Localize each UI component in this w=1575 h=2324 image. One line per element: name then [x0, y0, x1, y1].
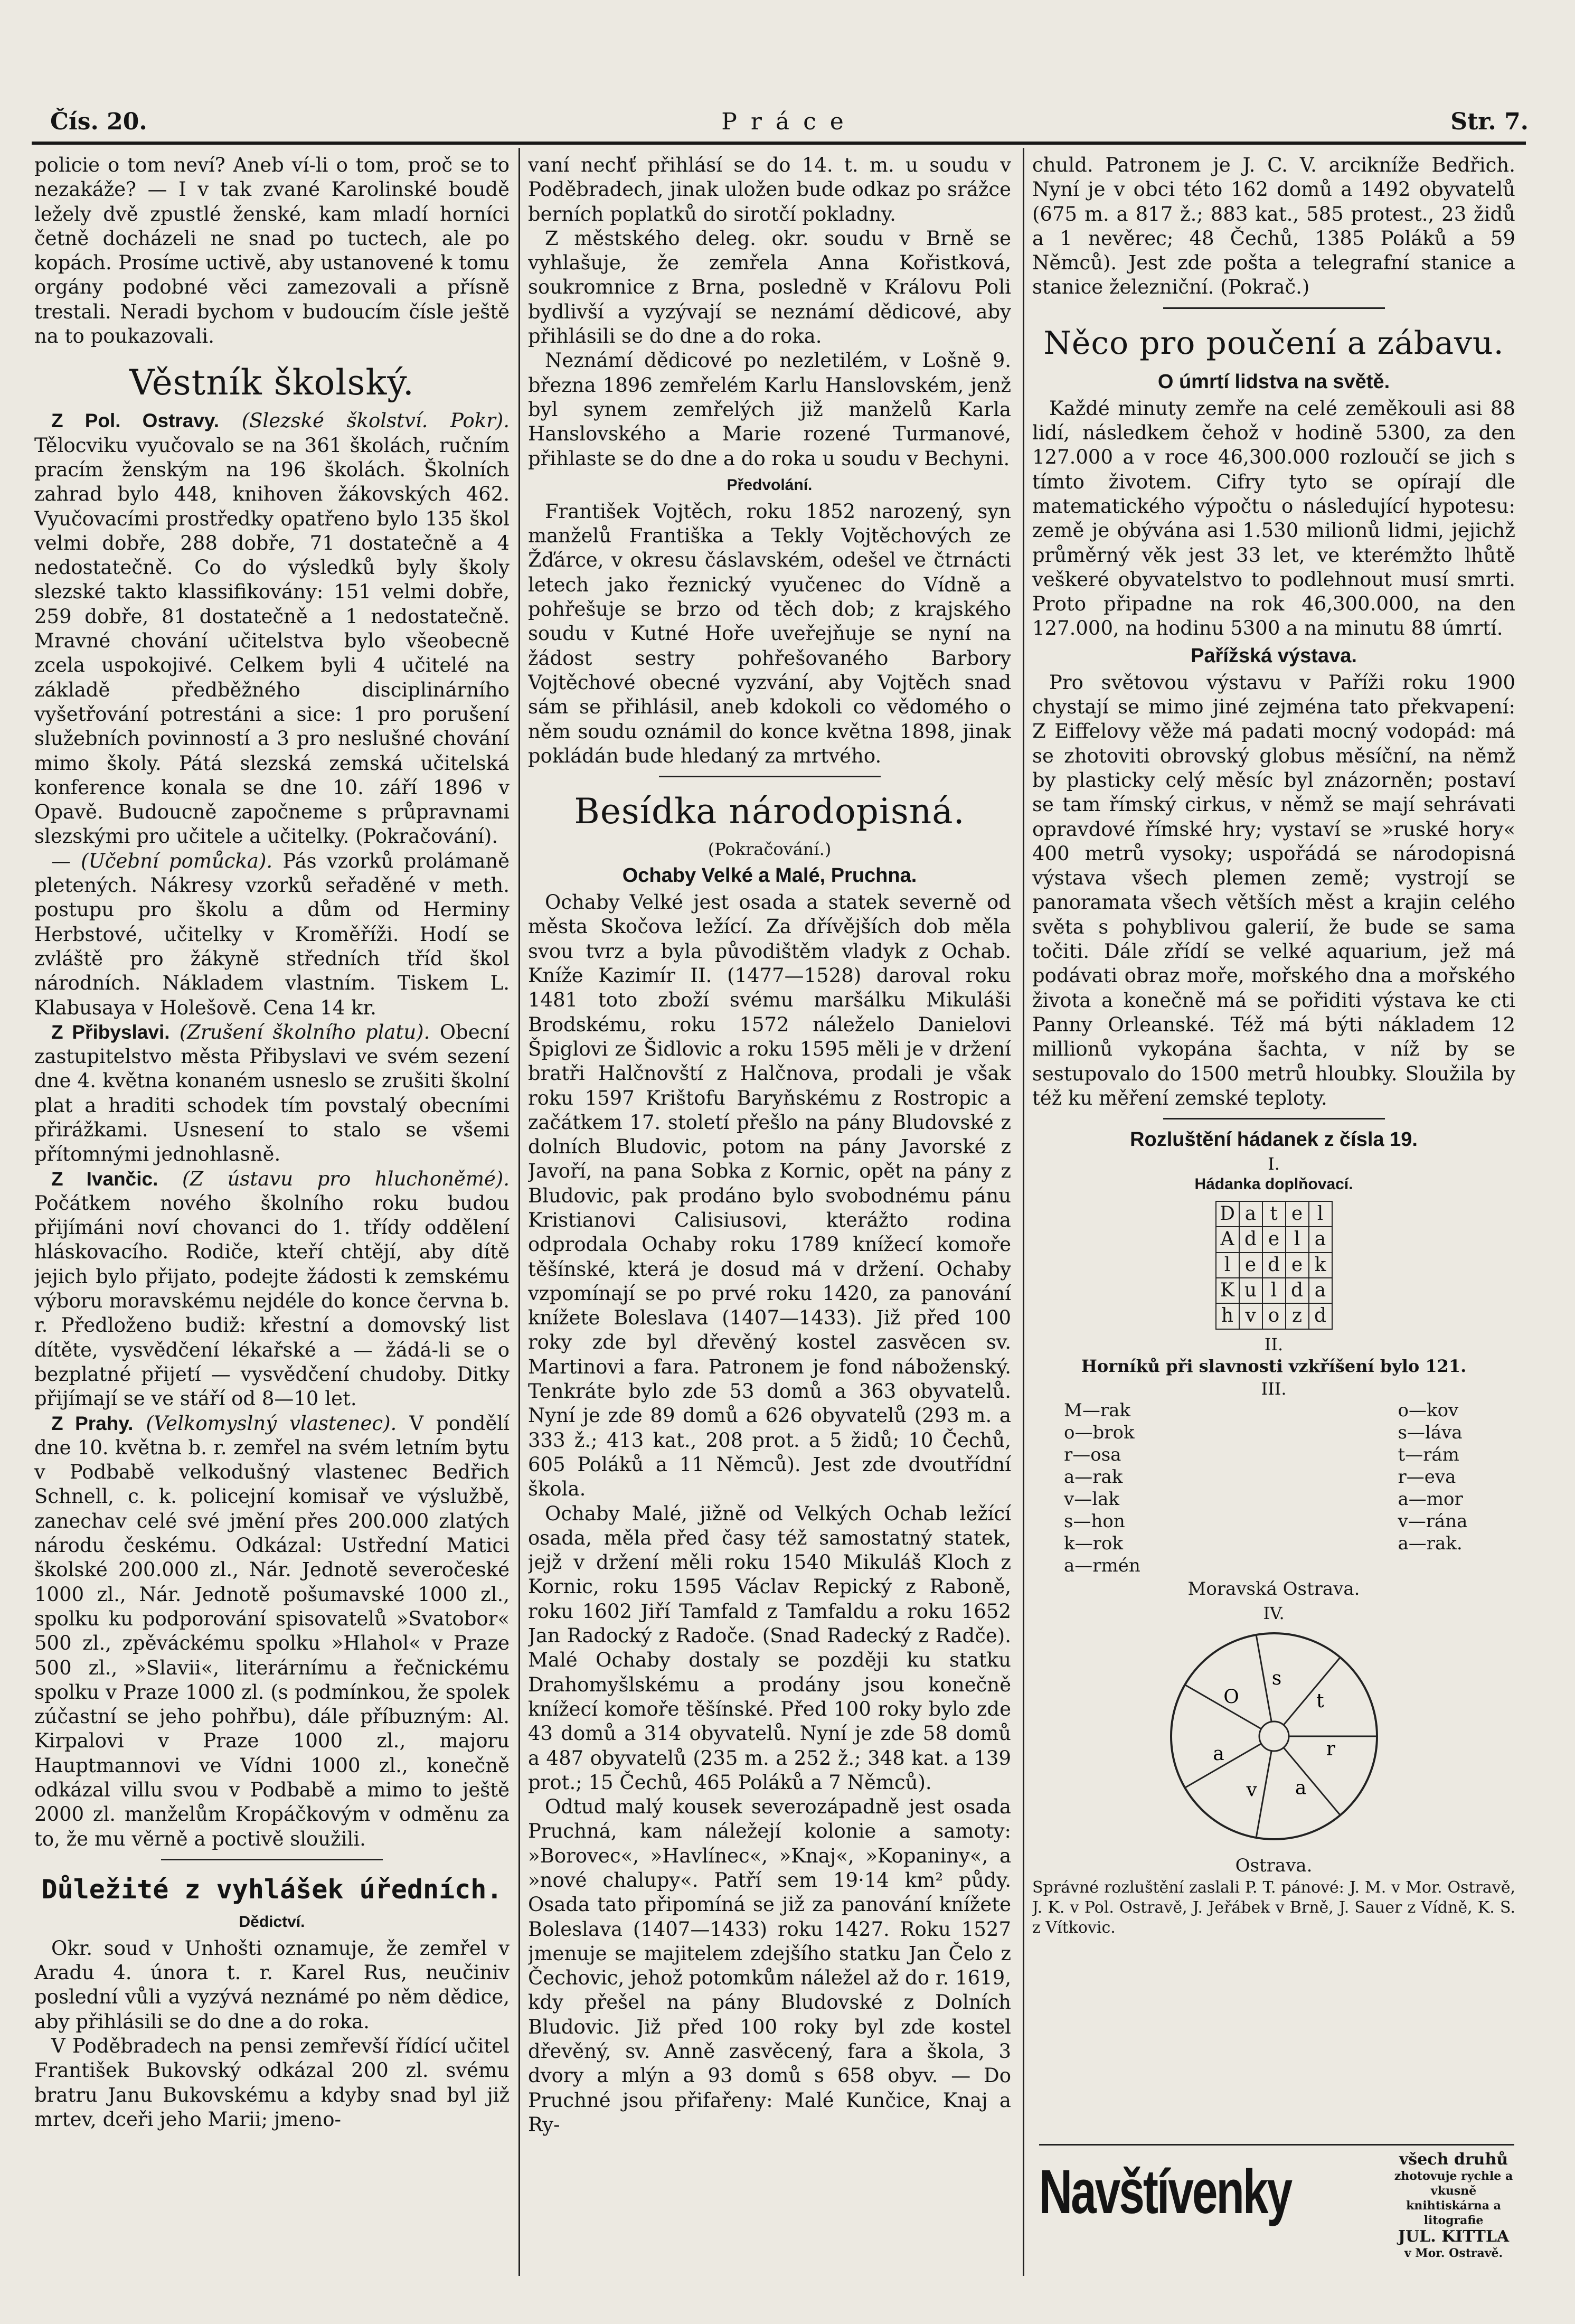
grid-row — [1216, 1278, 1332, 1303]
wheel-letter: r — [1326, 1738, 1335, 1761]
ad-headline: Navštívenky — [1039, 2157, 1291, 2227]
topic-label: (Z ústavu pro hluchoněmé). — [182, 1167, 510, 1190]
grid-cell: t — [1262, 1201, 1286, 1227]
verse-word: a—mor — [1398, 1488, 1463, 1510]
wheel-letter: s — [1271, 1668, 1281, 1690]
solvers-list: Správné rozluštění zaslali P. T. pánové: J. M. v Mor. Ostravě, J. K. v Pol. Ostravě, J. Jeřábek v Brně, J. Sauer z Vídně, K. S. z Vítkovic. — [1032, 1878, 1515, 1937]
puzzle-number: II. — [1264, 1334, 1284, 1354]
letter-grid — [1215, 1201, 1333, 1329]
vyhlasky-heading: Důležité z vyhlášek úředních. — [41, 1874, 503, 1905]
wheel-puzzle — [1032, 1625, 1515, 1853]
grid-cell: d — [1309, 1303, 1332, 1329]
section-separator — [1163, 307, 1385, 309]
article-pomucka — [34, 849, 510, 1020]
verse-word: t—rám — [1398, 1444, 1459, 1465]
neco-heading: Něco pro poučení a zábavu. — [1043, 324, 1504, 362]
verse-word: a—rak. — [1398, 1532, 1463, 1554]
verse-word: a—rmén — [1064, 1555, 1140, 1576]
article-ivancic — [34, 1167, 510, 1412]
article-paragraph: Ochaby Velké jest osada a statek severně od města Skočova ležící. Za dřívějších dob měla svou tvrz a byla původištěm vladyk z Ochab. Kníže Kazimír II. (1477—1528) daroval roku 1481 toto zboží svému maršálku Mikuláši Brodskému, roku 1572 náleželo Danielovi Špiglovi ze Šidlovic a roku 1595 měli je v držení bratři Halčnovští z Halčnova, prodali je však roku 1597 Krištofu Baryňskému z Rostropic a začátkem 17. století přešlo na pány Bludovské z dolních Bludovic, potom na pány Javorské z Javoří, na pana Sobka z Kornic, opět na pány z Bludovic, pak prodáno bylo svobodnému pánu Kristianovi Calisiusovi, kterážto rodina odprodala Ochaby roku 1789 knížecí komoře těšínské, která je dosud má v držení. Ochaby vzpomínají se po prvé roku 1420, za panování knížete Boleslava (1407—1433). Již před 100 roky zde byl dřevěný kostel zasvěcen sv. Martinovi a fara. Patronem je fond náboženský. Tenkráte bylo zde 53 domů a 363 obyvatelů. Nyní je zde 89 domů a 626 obyvatelů (293 m. a 333 ž.; 413 kat., 208 prot. a 5 židů; 10 Čechů, 605 Poláků a 11 Němců). Jest zde dvoutřídní škola. — [528, 891, 1011, 1501]
wheel-letter: t — [1316, 1690, 1324, 1713]
wheel-letter: a — [1212, 1743, 1224, 1765]
grid-row — [1216, 1227, 1332, 1252]
page-number: Str. 7. — [1450, 108, 1529, 135]
ad-line: v Mor. Ostravě. — [1404, 2246, 1503, 2260]
predvolani-heading: Předvolání. — [727, 476, 813, 494]
verse-word: a—rak — [1064, 1466, 1123, 1488]
continuation-note: (Pokračování.) — [708, 839, 832, 860]
wheel-spoke — [1256, 1751, 1271, 1838]
ochaby-heading: Ochaby Velké a Malé, Pruchna. — [622, 864, 917, 887]
section-separator — [161, 1859, 383, 1860]
grid-cell: D — [1216, 1201, 1239, 1227]
grid-cell: e — [1286, 1201, 1309, 1227]
dedictvi-heading: Dědictví. — [239, 1913, 305, 1931]
puzzle-number: IV. — [1263, 1603, 1285, 1624]
notice-paragraph: V Poděbradech na pensi zemřevší řídící učitel František Bukovský odkázal 200 zl. svému bratru Janu Bukovskému a kdyby snad byl již mrtev, dceři jeho Marii; jmeno- — [34, 2035, 510, 2131]
verse-word: r—eva — [1398, 1466, 1456, 1488]
besidka-heading: Besídka národopisná. — [574, 791, 965, 832]
ad-line: JUL. KITTLA — [1398, 2227, 1510, 2246]
notice-paragraph: František Vojtěch, roku 1852 narozený, syn manželů Františka a Tekly Vojtěchových ze Žďárce, v okresu čáslavském, odešel ve čtrnácti letech jako řeznický vyučenec do Vídně a pohřešuje se brzo od těch dob; z krajského soudu v Kutné Hoře uveřejňuje se nyní na žádost sestry pohřešovaného Barbory Vojtěchové obecné vyzvání, aby Vojtěch snad sám se přihlásil, aneb kdokoli co vědomého o něm soudu oznámil do konce května 1898, jinak pokládán bude hledaný za mrtvého. — [528, 500, 1011, 767]
notice-paragraph: Z městského deleg. okr. soudu v Brně se vyhlašuje, že zemřela Anna Kořistková, soukromnice z Brna, posledně v Královu Poli bydlivší a vyzývají se neznámí dědicové, aby přihlásili se do dne a do roka. — [528, 227, 1011, 348]
puzzle-answer: Horníků při slavnosti vzkříšení bylo 121. — [1081, 1356, 1467, 1376]
grid-cell: h — [1216, 1303, 1239, 1329]
grid-cell: a — [1239, 1201, 1262, 1227]
article-paragraph: Ochaby Malé, jižně od Velkých Ochab ležící osada, měla před časy též samostatný statek, jejž v držení měli roku 1540 Mikuláš Kloch z Kornic, roku 1595 Václav Repický z Raboně, roku 1602 Jiří Tamfald z Tamfaldu a roku 1652 Jan Radocký z Radoče. (Snad Radecký z Radče). Malé Ochaby dostaly se později ku statku Drahomyšlskému a prodány jsou konečně knížecí komoře těšínské. Před 100 roky bylo zde 43 domů a 314 obyvatelů. Nyní je zde 58 domů a 487 obyvatelů (235 m. a 252 ž.; 348 kat. a 139 prot.; 15 Čechů, 465 Poláků a 7 Němců). — [528, 1502, 1011, 1794]
grid-cell: k — [1309, 1253, 1332, 1278]
verse-word: r—osa — [1064, 1444, 1121, 1465]
grid-cell: o — [1262, 1303, 1286, 1329]
place-label: Z Prahy. — [51, 1412, 134, 1434]
column-divider — [518, 148, 520, 2276]
grid-cell: a — [1309, 1227, 1332, 1252]
wheel-letter: a — [1295, 1777, 1306, 1800]
wheel-letter: v — [1246, 1780, 1257, 1802]
article-praha — [34, 1412, 510, 1851]
article-text: Obecní zastupitelstvo města Přibyslavi ve svém sezení dne 4. května konaném usneslo se zrušiti školní plat a hraditi schodek tím povstalý obecními přirážkami. Usnesení to stalo se všemi přítomnými jednohlasně. — [34, 1020, 510, 1166]
puzzle-number: III. — [1261, 1378, 1287, 1399]
verse-word — [1282, 1555, 1484, 1577]
vystava-heading: Pařížská výstava. — [1191, 644, 1357, 667]
verse-word: v—lak — [1064, 1488, 1119, 1510]
continuation-note: (Pokračování). — [355, 825, 498, 848]
article-paragraph — [1032, 153, 1515, 300]
puzzle-solutions-heading: Rozluštění hádanek z čísla 19. — [1130, 1128, 1418, 1151]
puzzle-number: I. — [1268, 1154, 1280, 1174]
article-paragraph: Pro světovou výstavu v Paříži roku 1900 chystají se mimo jiné zejména tato překvapení: Z Eiffelovy věže má padati mocný vodopád: má se zhotoviti obrovský globus měsíční, na němž by plasticky celý měsíc byl znázorněn; postaví se tam římský cirkus, v němž se mají sehrávati opravdové římské hry; vystaví se »ruské hory« 400 metrů vysoky; uspořádá se národopisná výstava všech plemen země; vystrojí se panoramata všech větších měst a krajin celého světa s pohyblivou galerií, že bude se sama točiti. Dále zřídí se velké aquarium, jež má podávati obraz moře, mořského dna a mořského života a konečně má se pořiditi výstava ke cti Panny Orleanské. Též má býti nákladem 12 millionů vykopána šachta, v níž by se sestupovalo do 1500 metrů hloubky. Sloužila by též ku měření zemské teploty. — [1032, 671, 1515, 1109]
puzzle-subtitle: Hádanka doplňovací. — [1194, 1175, 1353, 1193]
column-1 — [34, 153, 510, 2287]
issue-number: Čís. 20. — [50, 108, 147, 135]
wheel-spoke — [1256, 1635, 1271, 1721]
word-puzzle-list — [1032, 1399, 1515, 1577]
verse-word: s—láva — [1398, 1422, 1463, 1443]
page-header — [50, 108, 1529, 140]
grid-cell: e — [1239, 1253, 1262, 1278]
grid-cell: a — [1309, 1278, 1332, 1303]
grid-cell: e — [1262, 1227, 1286, 1252]
notice-paragraph: Okr. soud v Unhošti oznamuje, že zemřel v Aradu 4. února t. r. Karel Rus, neučiniv poslední vůli a vyzývá neznámé po něm dědice, aby přihlásili se do dne a do roka. — [34, 1936, 510, 2033]
verse-word: v—rána — [1398, 1510, 1468, 1532]
grid-cell: l — [1262, 1278, 1286, 1303]
grid-cell: z — [1286, 1303, 1309, 1329]
notice-paragraph: Neznámí dědicové po nezletilém, v Lošně 9. března 1896 zemřelém Karlu Hanslovském, jenž byl synem zemřelých již manželů Karla Hanslovského a Marie rozené Turmanové, přihlaste se do dne a do roka u soudu v Bechyni. — [528, 349, 1011, 470]
article-text: Počátkem nového školního roku budou přijímáni noví chovanci do 1. třídy oddělení hláskovacího. Rodiče, kteří chtějí, aby dítě jejich bylo přijato, podejte žádosti k zemskému výboru moravskému nejdéle do konce června b. r. Předloženo budiž: křestní a domovský list dítěte, vysvědčení lékařské a — žádá-li se o bezplatné přijetí — vysvědčení chudoby. Ditky přijímají se ve stáří od 8—10 let. — [34, 1191, 510, 1410]
article-ostrava — [34, 409, 510, 849]
continuation-note: (Pokrač.) — [1220, 276, 1310, 299]
wheel-spoke — [1283, 1658, 1340, 1725]
grid-cell: l — [1309, 1201, 1332, 1227]
article-pribyslav — [34, 1020, 510, 1167]
topic-label: (Velkomyslný vlastenec). — [146, 1412, 397, 1435]
topic-label: (Slezské školství. Pokr). — [241, 409, 510, 432]
grid-cell: l — [1216, 1253, 1239, 1278]
puzzle-answer: Moravská Ostrava. — [1187, 1578, 1360, 1599]
column-divider — [1023, 148, 1024, 2276]
place-label: Z Pol. Ostravy. — [51, 410, 220, 432]
advertisement — [1039, 2144, 1514, 2278]
column-2 — [528, 153, 1011, 2297]
section-separator — [1163, 1118, 1385, 1119]
article-text: chuld. Patronem je J. C. V. arcikníže Bedřich. Nyní je v obci této 162 domů a 1492 obyvatelů (675 m. a 817 ž.; 883 kat., 585 protest., 23 židů a 1 nevěrec; 48 Čechů, 1385 Poláků a 59 Němců). Jest zde pošta a telegrafní stanice a stanice železniční. — [1032, 154, 1515, 299]
verse-word: M—rak — [1064, 1399, 1130, 1421]
header-rule — [32, 142, 1526, 145]
verse-word: s—hon — [1064, 1510, 1125, 1532]
intro-paragraph: policie o tom neví? Aneb ví-li o tom, proč se to nezakáže? — I v tak zvané Karolinské boudě ležely dvě zpustlé ženské, kam mladí horníci četně docházeli ne snad po tuctech, ale po kopách. Prosíme uctivě, aby ustanovené k tomu orgány podobné věci zamezovali a přísně trestali. Neradi bychom v budoucím čísle ještě na to poukazovali. — [34, 154, 510, 348]
section-separator — [659, 776, 881, 777]
article-text: V pondělí dne 10. května b. r. zemřel na svém letním bytu v Podbabě velkodušný vlastenec Bedřich Schnell, c. k. policejní komisař ve výslužbě, zanechav celé své jmění přes 200.000 zlatých národu českému. Odkázal: Ustřední Matici školské 200.000 zl., Nár. Jednotě severočeské 1000 zl., Nár. Jednotě pošumavské 1000 zl., spolku ku podporování spisovatelů »Svatobor« 500 zl., zpěváckému spolku »Hlahol« v Praze 500 zl., »Slavii«, literárnímu a řečnickému spolku v Praze 1000 zl. (s podmínkou, že spolek zúčastní se jeho pohřbu), dále příbuzným: Al. Kirpalovi v Praze 1000 zl., majoru Hauptmannovi ve Vídni 1000 zl., konečně odkázal villu svou v Podbabě a mimo to ještě 2000 zl. manželům Kropáčkovým v odměnu za to, že mu věrně a poctivě sloužili. — [34, 1412, 510, 1850]
umrti-heading: O úmrtí lidstva na světě. — [1157, 370, 1390, 393]
verse-word: o—brok — [1064, 1422, 1135, 1443]
place-label: Z Přibyslavi. — [51, 1021, 170, 1043]
grid-cell: d — [1286, 1278, 1309, 1303]
newspaper-title: Práce — [721, 108, 857, 135]
column-3 — [1032, 153, 1515, 2297]
puzzle-answer: Ostrava. — [1235, 1855, 1313, 1876]
topic-label: — (Učební pomůcka). — [51, 849, 273, 872]
grid-cell: v — [1239, 1303, 1262, 1329]
notice-paragraph: vaní nechť přihlásí se do 14. t. m. u soudu v Poděbradech, jinak uložen bude odkaz po srážce berních poplatků do sirotčí pokladny. — [528, 154, 1011, 225]
vestnik-heading: Věstník školský. — [129, 362, 414, 403]
article-paragraph: Každé minuty zemře na celé zeměkouli asi 88 lidí, následkem čehož v hodině 5300, za den 127.000 a v roce 46,300.000 rozloučí se jich s tímto životem. Cifry tyto se opírají dle matematického výpočtu o následující hypotesu: země je obývána asi 1.530 milionů lidmi, jejichž průměrný věk jest 33 let, ve kterémžto lhůtě veškeré obyvatelstvo to podlehnout musí smrti. Proto připadne na rok 46,300.000, na den 127.000, na hodinu 5300 a na minutu 88 úmrtí. — [1032, 397, 1515, 640]
grid-cell: u — [1239, 1278, 1262, 1303]
grid-cell: e — [1286, 1253, 1309, 1278]
article-paragraph: Odtud malý kousek severozápadně jest osada Pruchná, kam náležejí kolonie a samoty: »Borovec«, »Havlínec«, »Knaj«, »Kopaniny«, a »nové chalupy«. Patří sem 19·14 km² půdy. Osada tato připomíná se již za panování knížete Boleslava (1407—1433) roku 1427. Roku 1527 jmenuje se majitelem zdejšího statku Jan Čelo z Čechovic, jehož potomkům náležel až do r. 1619, kdy přešel na pány Bludovské z Dolních Bludovic. Již před 100 roky byl zde kostel dřevěný, sv. Anně zasvěcený, fara a škola, 3 dvory a mlýn a 93 domů s 658 obyv. — Do Pruchné jsou přifařeny: Malé Kunčice, Knaj a Ry- — [528, 1795, 1011, 2136]
ad-line: zhotovuje rychle a vkusně knihtiskárna a litografie — [1394, 2169, 1513, 2227]
ad-details — [1393, 2151, 1514, 2261]
grid-cell: d — [1262, 1253, 1286, 1278]
verse-word: o—kov — [1398, 1399, 1459, 1421]
grid-cell: l — [1286, 1227, 1309, 1252]
verse-word: k—rok — [1064, 1532, 1123, 1554]
ad-line: všech druhů — [1399, 2150, 1508, 2169]
grid-cell: A — [1216, 1227, 1239, 1252]
grid-cell: K — [1216, 1278, 1239, 1303]
grid-row — [1216, 1201, 1332, 1227]
grid-cell: d — [1239, 1227, 1262, 1252]
wheel-letter: O — [1223, 1687, 1239, 1709]
grid-row — [1216, 1253, 1332, 1278]
topic-label: (Zrušení školního platu). — [179, 1020, 430, 1043]
article-text: Tělocviku vyučovalo se na 361 školách, ručním pracím ženským na 196 školách. Školních zahrad bylo 448, knihoven žákovských 462. Vyučovacími prostředky opatřeno bylo 135 škol velmi dobře, 288 dobře, 71 dostatečně a 4 nedostatečně. Co do výsledků byly školy slezské takto klassifikovány: 151 velmi dobře, 259 dobře, 81 dostatečně a 1 nedostatečně. Mravné chování učitelstva bylo všeobecně zcela uspokojivé. Celkem byli 4 učitelé na základě předběžného disciplinárního vyšetřování potrestáni a sice: 1 pro porušení služebních povinností a 3 pro neslušné chování mimo školy. Pátá slezská zemská učitelská konference konala se dne 10. září 1896 v Opavě. Budoucně započneme s průpravnami slezskými pro učitele a učitelky. — [34, 434, 510, 848]
grid-row — [1216, 1303, 1332, 1329]
article-text: Pás vzorků prolámaně pletených. Nákresy vzorků seřaděné v meth. postupu pro školu a dům od Herminy Herbstové, učitelky v Kroměříži. Hodí se zvláště pro žákyně středních tříd škol národních. Nákladem vlastním. Tiskem L. Klabusaya v Holešově. Cena 14 kr. — [34, 849, 510, 1019]
place-label: Z Ivančic. — [51, 1168, 158, 1190]
